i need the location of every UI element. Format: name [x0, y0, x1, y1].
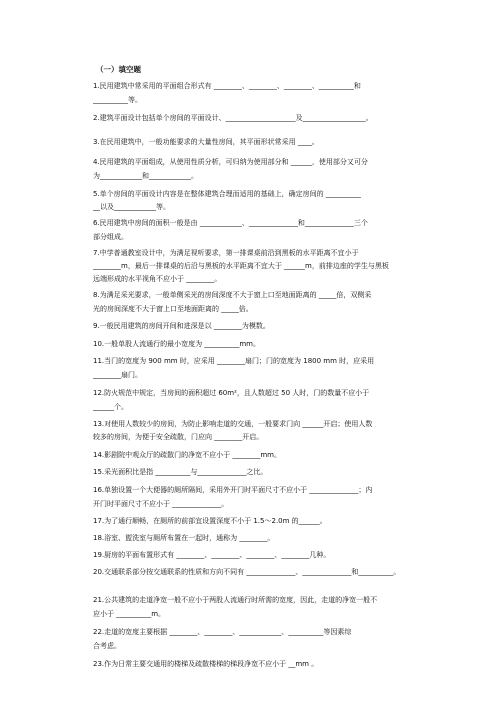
question-line: 11.当门的宽度为 900 mm 时，应采用 ________扇门；门的宽度为 1800 mm 时，应采用 [93, 357, 375, 365]
question-line: 9.一般民用建筑的房间开间和进深是以 ________为模数。 [93, 322, 270, 330]
question-line: ________扇门。 [93, 371, 142, 379]
question-line: 16.单独设置一个大便器的厕所隔间，采用外开门时平面尺寸不应小于 ______________；内 [93, 486, 373, 494]
question-line: 1.民用建筑中常采用的平面组合形式有 ________、________、________、__________和 [93, 82, 361, 90]
question-line: 18.浴室、盥洗室与厕所布置在一起时，通称为 ________。 [93, 534, 275, 542]
question-line: 23.作为日常主要交通用的楼梯及疏散楼梯的梯段净宽不应小于 __mm 。 [93, 660, 319, 668]
question-line: __以及____________等。 [93, 203, 170, 211]
question-line: ______个。 [93, 403, 128, 411]
question-line: __________等。 [93, 96, 142, 104]
question-line: 2.建筑平面设计包括单个房间的平面设计、____________________及__________________。 [93, 114, 373, 122]
question-line: 远端形成的水平视角不应小于 ________。 [93, 275, 222, 283]
question-line: 开门时平面尺寸不应小于 ______________。 [93, 500, 229, 508]
question-line: 13.对使用人数较少的房间，为防止影响走道的交通，一般要求门向 ______开启；使用人数 [93, 420, 373, 428]
question-line: 5.单个房间的平面设计内容是在整体建筑合理而适用的基础上，确定房间的 __________ [93, 190, 361, 198]
question-line: 4.民用建筑的平面组成，从使用性质分析，可归纳为使用部分和 ______，使用部分又可分 [93, 158, 368, 166]
question-line: 10.一般单股人流通行的最小宽度为 __________mm。 [93, 340, 260, 348]
question-line: 15.采光面积比是指 __________与______________之比。 [93, 468, 268, 476]
question-line: 19.厨房的平面布置形式有 ________、________、________、________几种。 [93, 551, 331, 559]
question-line: 6.民用建筑中房间的面积一般是由 ____________、______________和______________三个 [93, 219, 368, 227]
question-line: 22.走道的宽度主要根据 ________、________、____________、__________等因素综 [93, 628, 352, 636]
question-line: 合考虑。 [93, 642, 121, 650]
question-line: 21.公共建筑的走道净宽一般不应小于两股人流通行时所需的宽度，因此，走道的净宽一般不 [93, 596, 378, 604]
question-line: 为____________和____________。 [93, 172, 198, 180]
question-line: 光的房间深度不大于窗上口至地面距离的 _____倍。 [93, 305, 253, 313]
question-line: 12.防火规范中规定，当房间的面积超过 60m²，且人数超过 50 人时，门的数量不应小于 [93, 389, 370, 397]
question-line: 14.影剧院中观众厅的疏散门的净宽不应小于 ________mm。 [93, 451, 281, 459]
question-line: 20.交通联系部分按交通联系的性质和方向不同有 ______________、______________和__________。 [93, 568, 401, 576]
question-line: 较多的房间，为便于安全疏散，门应向 ________开启。 [93, 433, 264, 441]
question-line: 应小于 __________m。 [93, 610, 166, 618]
question-line: 3.在民用建筑中，一般功能要求的大量性房间，其平面形状常采用 ____。 [93, 138, 319, 146]
question-line: 8.为满足采光要求，一般单侧采光的房间深度不大于窗上口至地面距离的 _____倍，双侧采 [93, 291, 372, 299]
section-title: （一）填空题 [96, 65, 141, 74]
question-line: 7.中学普通教室设计中，为满足视听要求，第一排课桌前沿到黑板的水平距离不宜小于 [93, 249, 359, 257]
question-line: 部分组成。 [93, 233, 128, 241]
question-line: ________m，最后一排课桌的后沿与黑板的水平距离不宜大于 ______m，前排边座的学生与黑板 [93, 262, 389, 270]
question-line: 17.为了通行顺畅，在厕所的前部宜设置深度不小于 1.5～2.0m 的______。 [93, 517, 327, 525]
